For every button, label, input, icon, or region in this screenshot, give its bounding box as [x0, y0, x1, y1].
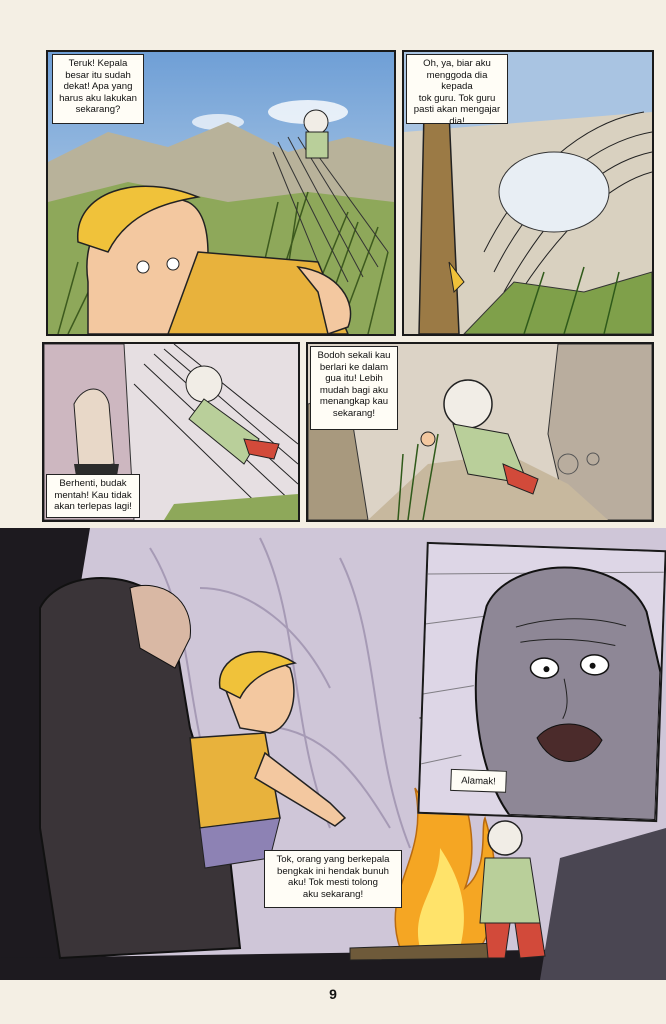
speech-line: besar itu sudah — [65, 69, 131, 81]
speech-line: harus aku lakukan — [59, 92, 137, 104]
panel-4-speech-bubble — [310, 346, 398, 430]
speech-line: Alamak! — [460, 775, 497, 788]
panel-5-inset-speech-bubble — [450, 769, 507, 793]
speech-line: aku sekarang! — [302, 888, 364, 900]
speech-line: sekarang! — [332, 407, 376, 419]
panel-4 — [306, 342, 654, 522]
speech-line: dekat! Apa yang — [63, 81, 133, 92]
speech-line: Bodoh sekali kau — [317, 350, 391, 361]
panel-2 — [402, 50, 654, 336]
panel-1-speech-bubble — [52, 54, 144, 124]
speech-line: dia! — [449, 115, 465, 127]
speech-line: menggoda dia kepada — [426, 69, 488, 92]
speech-line: menangkap kau — [319, 396, 389, 407]
speech-line: Tok, orang yang berkepala — [276, 854, 390, 865]
speech-line: bengkak ini hendak bunuh — [276, 865, 390, 877]
panel-5-inset — [417, 542, 666, 822]
speech-line: Oh, ya, biar aku — [423, 58, 491, 69]
speech-line: Teruk! Kepala — [68, 58, 128, 69]
speech-line: pasti akan mengajar — [413, 104, 501, 115]
panel-2-speech-bubble — [406, 54, 508, 127]
speech-line: mentah! Kau tidak — [54, 489, 132, 501]
page-number: 9 — [329, 986, 337, 1002]
panel-5 — [0, 528, 666, 980]
speech-line: aku! Tok mesti tolong — [288, 877, 378, 888]
panel-3-speech-bubble — [46, 474, 140, 518]
speech-line: berlari ke dalam — [319, 361, 389, 373]
speech-line: sekarang? — [75, 104, 121, 115]
panel-1 — [46, 50, 396, 336]
panel-5-speech-bubble — [264, 850, 402, 908]
speech-line: Berhenti, budak — [59, 478, 127, 489]
speech-line: mudah bagi aku — [319, 384, 389, 396]
speech-line: gua itu! Lebih — [325, 373, 383, 384]
speech-line: tok guru. Tok guru — [418, 92, 496, 104]
speech-line: akan terlepas lagi! — [54, 501, 132, 512]
panel-3 — [42, 342, 300, 522]
